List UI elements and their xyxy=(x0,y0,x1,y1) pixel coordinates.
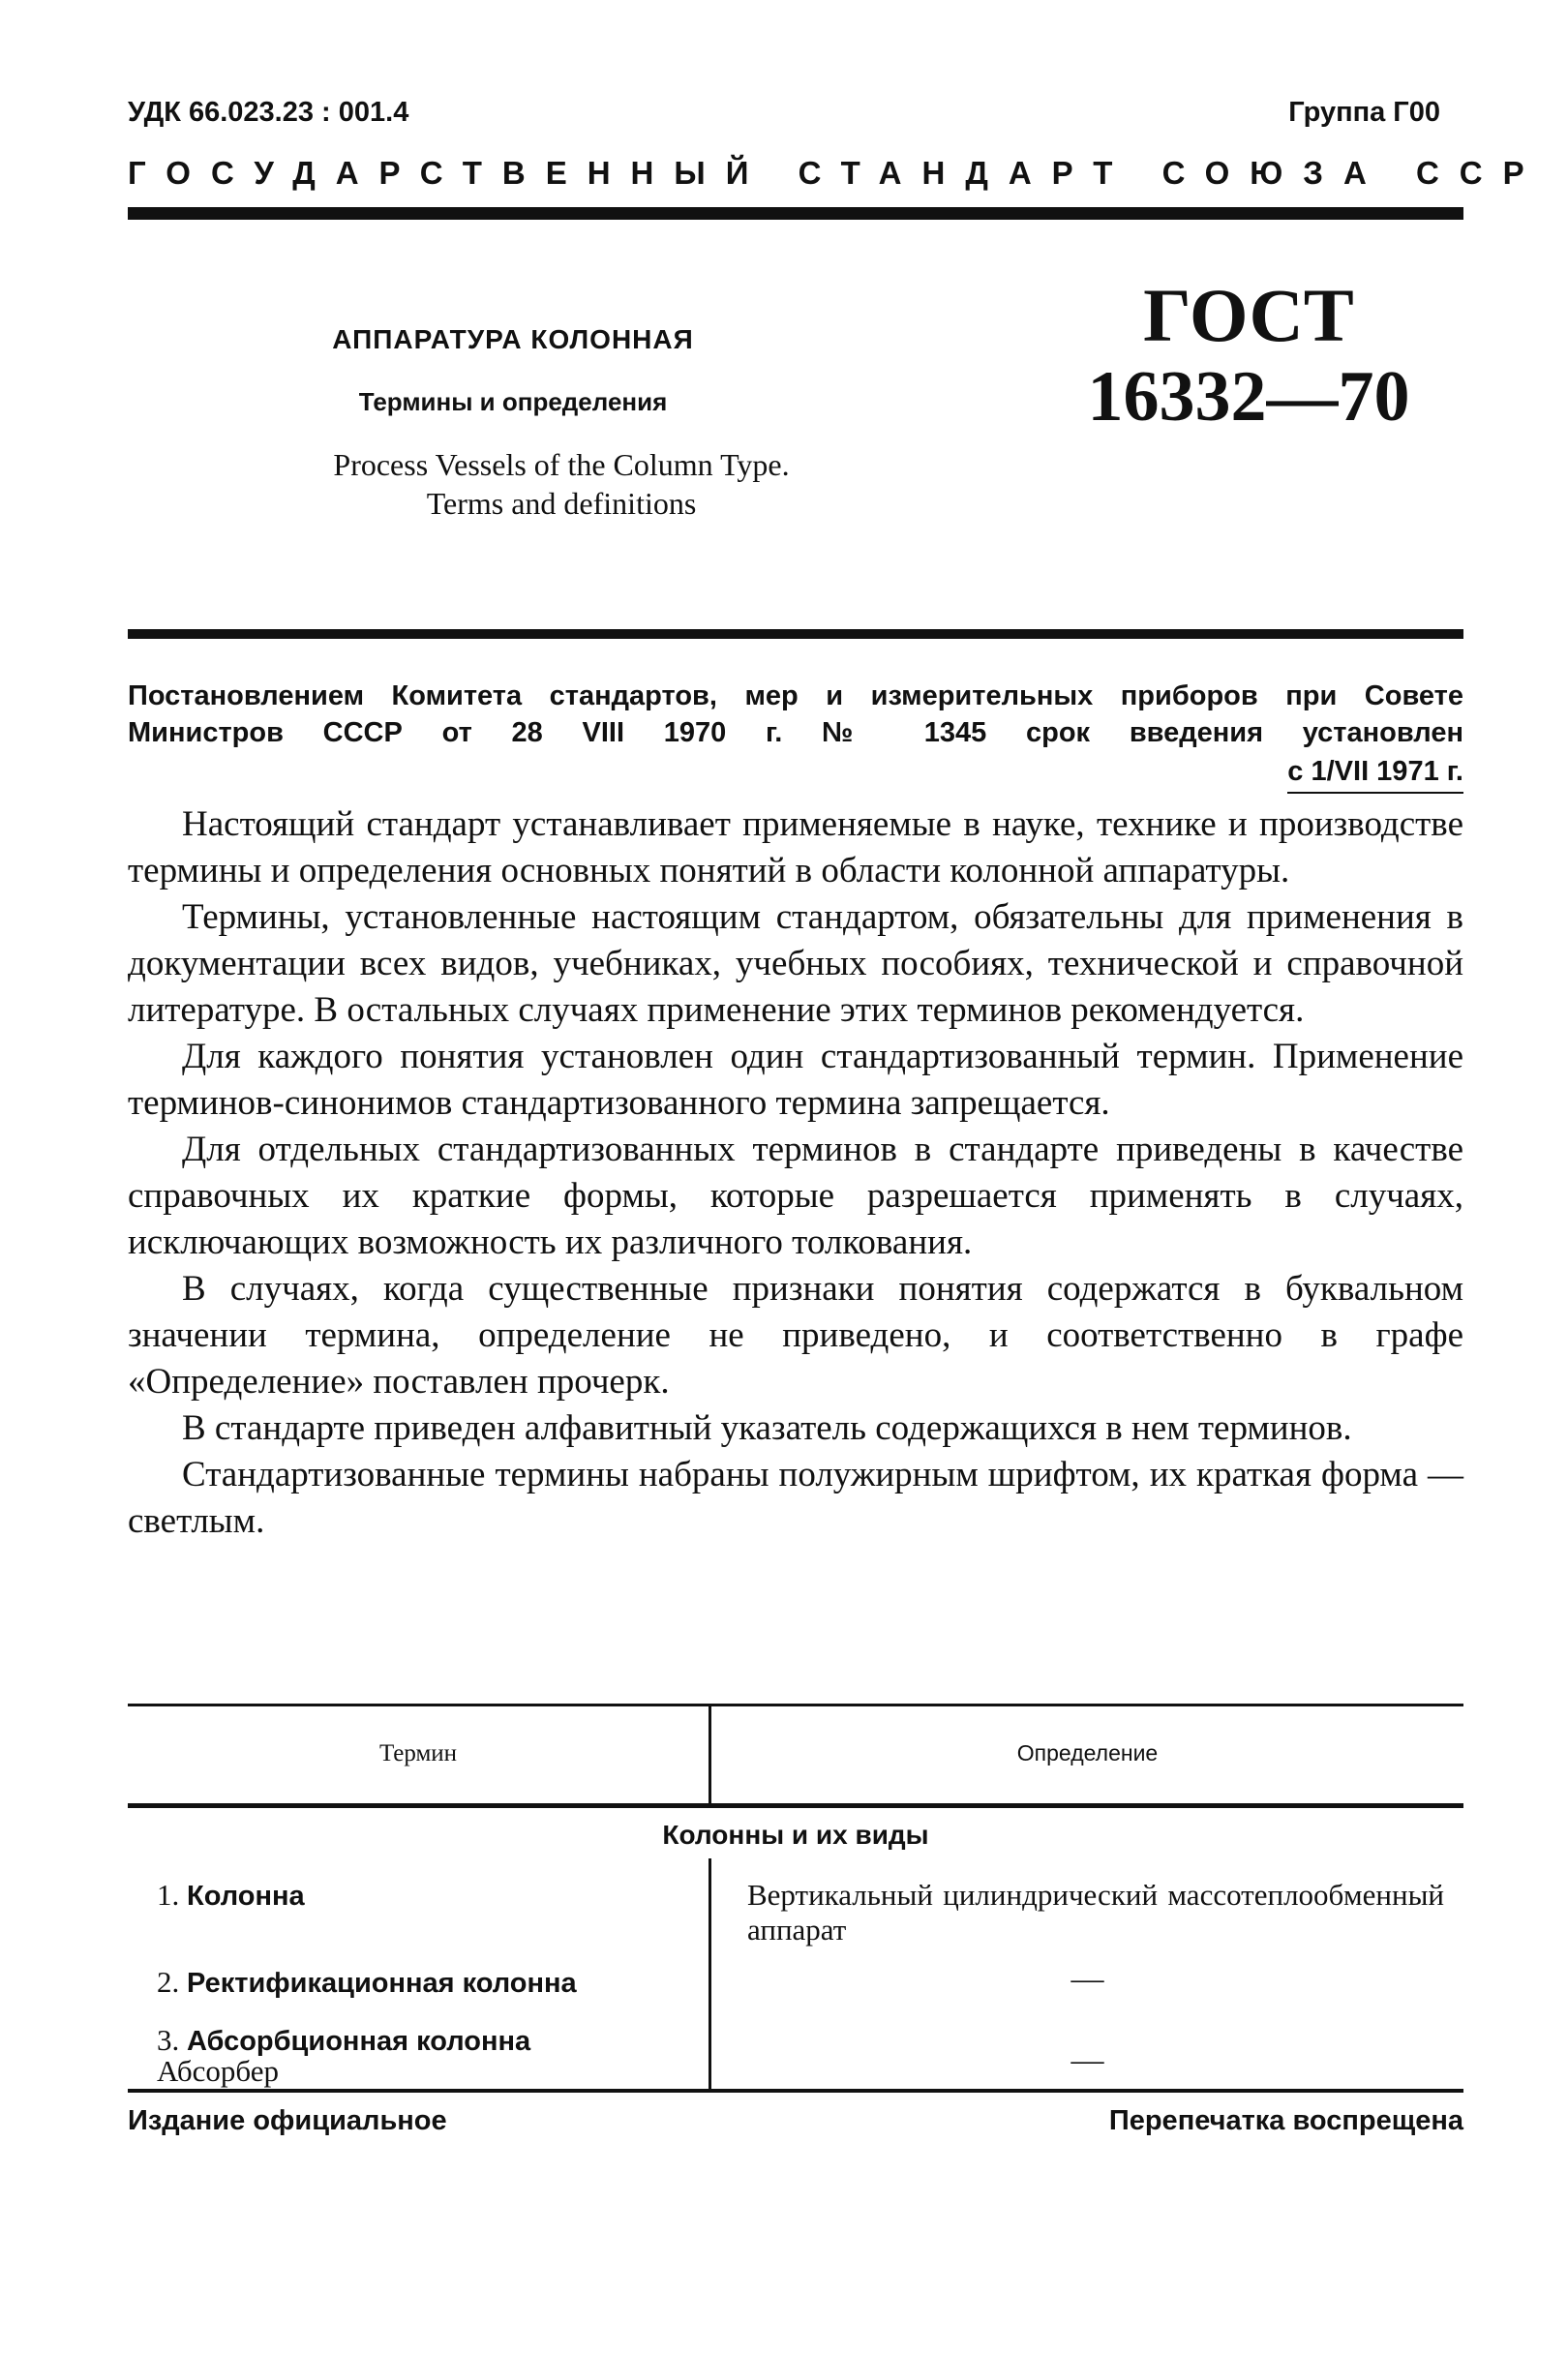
header-rule xyxy=(128,207,1463,220)
paragraph: Для каждого понятия установлен один стандартизованный термин. Применение терминов-синонимов стандартизованного термина запрещается. xyxy=(128,1037,1463,1123)
term-number: 1. xyxy=(157,1878,180,1912)
column-header-term: Термин xyxy=(378,1740,458,1766)
body-text xyxy=(128,801,1463,1545)
paragraph: Термины, установленные настоящим стандартом, обязательны для применения в документации всех видов, учебниках, учебных пособиях, технической и справочной литературе. В остальных случаях применение этих терминов рекомендуется. xyxy=(128,897,1463,1030)
udk-code: УДК 66.023.23 : 001.4 xyxy=(128,97,409,128)
column-header-definition: Определение xyxy=(1016,1740,1159,1766)
table-row-definition: — xyxy=(1070,1961,1104,1997)
group-code: Группа Г00 xyxy=(1288,97,1440,128)
term-number: 3. xyxy=(157,2023,180,2057)
reprint-note: Перепечатка воспрещена xyxy=(1108,2105,1463,2136)
table-row-term xyxy=(157,1965,577,2000)
paragraph: В стандарте приведен алфавитный указатель содержащихся в нем терминов. xyxy=(182,1408,1352,1448)
paragraph: Для отдельных стандартизованных терминов в стандарте приведены в качестве справочных их краткие формы, которые разрешается применять в случаях, исключающих возможность их различного толкования. xyxy=(128,1130,1463,1262)
paragraph: Настоящий стандарт устанавливает применяемые в науке, технике и производстве термины и определения основных понятий в области колонной аппаратуры. xyxy=(128,804,1463,890)
table-row-definition: — xyxy=(1070,2042,1104,2078)
table-row-term xyxy=(157,1878,305,1913)
term-number: 2. xyxy=(157,1965,180,1999)
table-top-rule xyxy=(128,1704,1463,1706)
table-header-rule xyxy=(128,1803,1463,1808)
term-short-form: Абсорбер xyxy=(157,2054,279,2088)
subtitle-ru: Термины и определения xyxy=(358,387,668,416)
section-title: Колонны и их виды xyxy=(662,1820,929,1850)
title-en-line-2: Terms and definitions xyxy=(426,486,697,521)
decree-text: Постановлением Комитета стандартов, мер и измерительных приборов при Совете Министров СССР от 28 VIII 1970 г. № 1345 срок введения установлен xyxy=(128,680,1463,748)
table-row-definition: Вертикальный цилиндрический массотеплообменный аппарат xyxy=(747,1878,1444,1947)
term-name: Абсорбционная колонна xyxy=(187,2026,531,2057)
term-name: Колонна xyxy=(187,1881,305,1912)
state-standard-heading: ГОСУДАРСТВЕННЫЙ СТАНДАРТ СОЮЗА ССР xyxy=(128,155,1545,191)
title-en xyxy=(223,445,900,523)
gost-number: 16332—70 xyxy=(1087,357,1410,437)
title-ru: АППАРАТУРА КОЛОННАЯ xyxy=(332,324,694,354)
title-en-line-1: Process Vessels of the Column Type. xyxy=(333,447,790,482)
gost-label: ГОСТ xyxy=(1143,273,1354,357)
title-rule xyxy=(128,629,1463,639)
decree-date: с 1/VII 1971 г. xyxy=(1287,753,1463,794)
paragraph: Стандартизованные термины набраны полужирным шрифтом, их краткая форма — светлым. xyxy=(128,1455,1463,1541)
term-name: Ректификационная колонна xyxy=(187,1968,577,1999)
edition-note: Издание официальное xyxy=(128,2105,447,2136)
table-bottom-rule xyxy=(128,2089,1463,2093)
paragraph: В случаях, когда существенные признаки понятия содержатся в буквальном значении термина, определение не приведено, и соответственно в графе «Определение» поставлен прочерк. xyxy=(128,1269,1463,1402)
